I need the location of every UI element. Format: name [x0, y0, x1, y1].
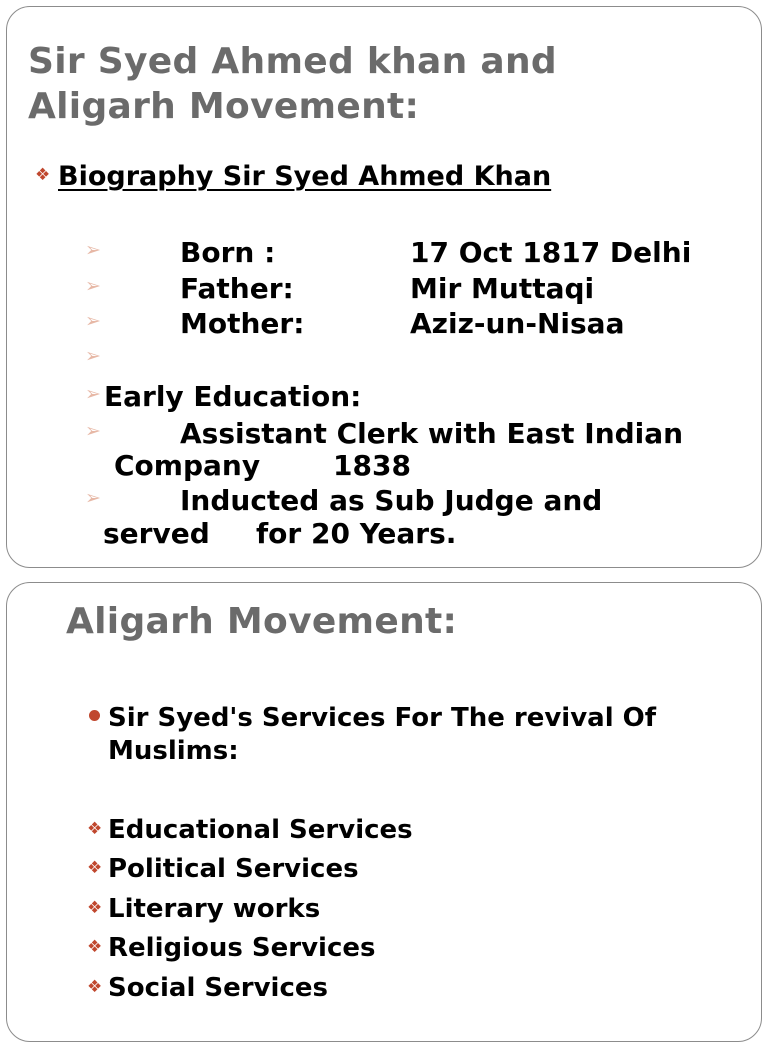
biography-heading: Biography Sir Syed Ahmed Khan: [58, 161, 552, 192]
judge-line-2-served: served: [103, 517, 210, 550]
main-point-line-1: Sir Syed's Services For The revival Of: [108, 703, 657, 733]
judge-line-2-years: for 20 Years.: [256, 517, 457, 550]
clerk-line-2-company: Company: [114, 449, 261, 482]
slide-title: [28, 39, 557, 129]
service-item-religious: Religious Services: [108, 933, 376, 963]
judge-line-1: Inducted as Sub Judge and: [180, 484, 603, 517]
diamond-bullet-icon: ❖: [35, 165, 51, 185]
arrow-bullet-icon: ➢: [85, 383, 101, 405]
arrow-bullet-icon: ➢: [85, 420, 101, 442]
fact-label-mother: Mother:: [180, 307, 305, 340]
arrow-bullet-icon: ➢: [85, 487, 101, 509]
clerk-line-1: Assistant Clerk with East Indian: [180, 417, 684, 450]
fact-value-father: Mir Muttaqi: [410, 272, 595, 305]
fact-label-born: Born :: [180, 236, 276, 269]
fact-value-born: 17 Oct 1817 Delhi: [410, 236, 692, 269]
arrow-bullet-icon: ➢: [85, 239, 101, 261]
diamond-bullet-icon: ❖: [87, 898, 103, 918]
main-point-line-2: Muslims:: [108, 736, 239, 766]
slide-title: Aligarh Movement:: [66, 601, 458, 642]
clerk-line-2-year: 1838: [333, 449, 411, 482]
slide-title-line-1: Sir Syed Ahmed khan and: [28, 41, 558, 82]
slide-aligarh-movement: [6, 582, 762, 1042]
slide-biography: [6, 6, 762, 568]
diamond-bullet-icon: ❖: [87, 937, 103, 957]
arrow-bullet-icon: ➢: [85, 275, 101, 297]
fact-value-mother: Aziz-un-Nisaa: [410, 307, 625, 340]
arrow-bullet-icon: ➢: [85, 345, 101, 367]
service-item-social: Social Services: [108, 973, 328, 1003]
service-item-educational: Educational Services: [108, 815, 413, 845]
diamond-bullet-icon: ❖: [87, 858, 103, 878]
early-education-label: Early Education:: [104, 380, 362, 413]
service-item-literary: Literary works: [108, 894, 321, 924]
diamond-bullet-icon: ❖: [87, 819, 103, 839]
diamond-bullet-icon: ❖: [87, 977, 103, 997]
fact-label-father: Father:: [180, 272, 294, 305]
arrow-bullet-icon: ➢: [85, 310, 101, 332]
slide-title-line-2: Aligarh Movement:: [28, 86, 420, 127]
round-bullet-icon: [89, 710, 100, 721]
service-item-political: Political Services: [108, 854, 359, 884]
